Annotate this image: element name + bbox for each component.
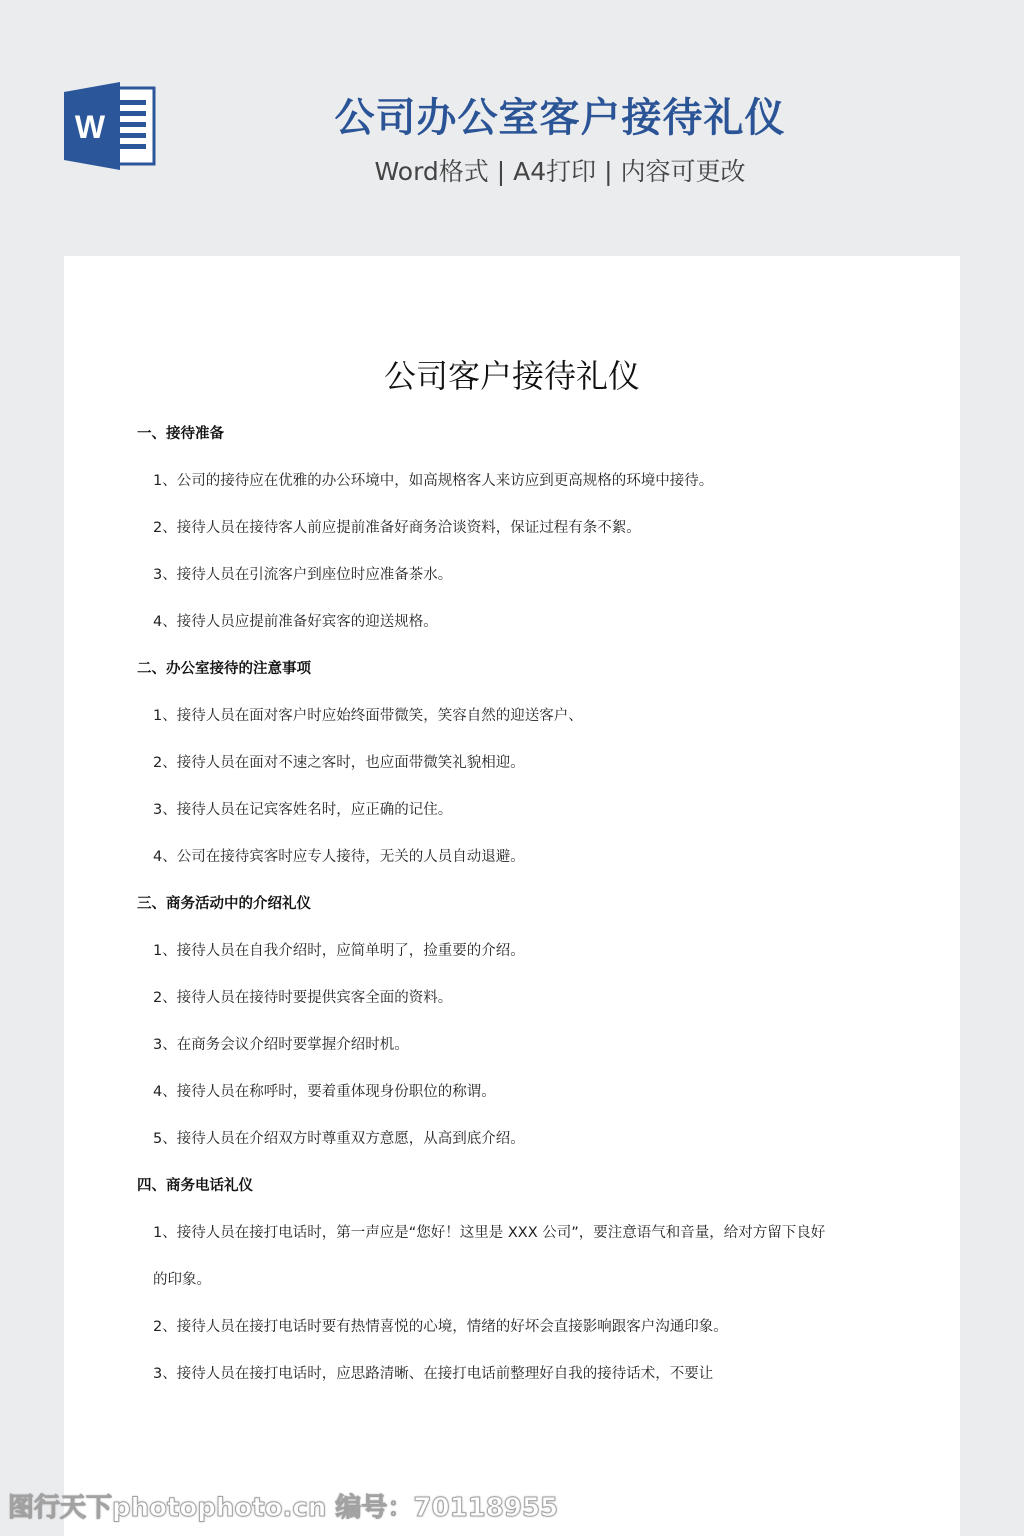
list-item: 4、接待人员在称呼时，要着重体现身份职位的称谓。 xyxy=(153,1084,496,1100)
list-item: 2、接待人员在接待时要提供宾客全面的资料。 xyxy=(153,990,453,1006)
section-heading-3: 三、商务活动中的介绍礼仪 xyxy=(137,896,311,912)
list-item: 2、接待人员在接打电话时要有热情喜悦的心境，情绪的好坏会直接影响跟客户沟通印象。 xyxy=(153,1319,728,1335)
list-item: 3、接待人员在接打电话时，应思路清晰、在接打电话前整理好自我的接待话术，不要让 xyxy=(153,1366,714,1382)
list-item: 3、接待人员在记宾客姓名时，应正确的记住。 xyxy=(153,802,453,818)
list-item: 1、接待人员在面对客户时应始终面带微笑，笑容自然的迎送客户、 xyxy=(153,708,583,724)
watermark: 图行天下photophoto.cn 编号：70118955 xyxy=(8,1493,559,1523)
section-heading-1: 一、接待准备 xyxy=(137,426,224,442)
list-item: 3、接待人员在引流客户到座位时应准备茶水。 xyxy=(153,567,453,583)
banner-subtitle: Word格式 | A4打印 | 内容可更改 xyxy=(374,157,746,186)
list-item: 1、接待人员在接打电话时，第一声应是“您好！这里是 XXX 公司”，要注意语气和音量，给对方留下良好 xyxy=(153,1225,826,1241)
list-item: 4、接待人员应提前准备好宾客的迎送规格。 xyxy=(153,614,438,630)
list-item: 1、公司的接待应在优雅的办公环境中，如高规格客人来访应到更高规格的环境中接待。 xyxy=(153,473,714,489)
list-item: 2、接待人员在接待客人前应提前准备好商务洽谈资料，保证过程有条不絮。 xyxy=(153,520,641,536)
list-item: 3、在商务会议介绍时要掌握介绍时机。 xyxy=(153,1037,409,1053)
document-title: 公司客户接待礼仪 xyxy=(383,357,640,395)
list-item: 5、接待人员在介绍双方时尊重双方意愿，从高到底介绍。 xyxy=(153,1131,525,1147)
list-item: 1、接待人员在自我介绍时，应简单明了，捡重要的介绍。 xyxy=(153,943,525,959)
list-item: 4、公司在接待宾客时应专人接待，无关的人员自动退避。 xyxy=(153,849,525,865)
word-icon xyxy=(64,82,156,170)
word-icon-letter: W xyxy=(74,109,106,145)
list-item: 的印象。 xyxy=(153,1272,211,1288)
list-item: 2、接待人员在面对不速之客时，也应面带微笑礼貌相迎。 xyxy=(153,755,525,771)
banner xyxy=(0,0,1024,256)
section-heading-2: 二、办公室接待的注意事项 xyxy=(137,661,311,677)
banner-title: 公司办公室客户接待礼仪 xyxy=(334,95,786,141)
section-heading-4: 四、商务电话礼仪 xyxy=(137,1178,253,1194)
